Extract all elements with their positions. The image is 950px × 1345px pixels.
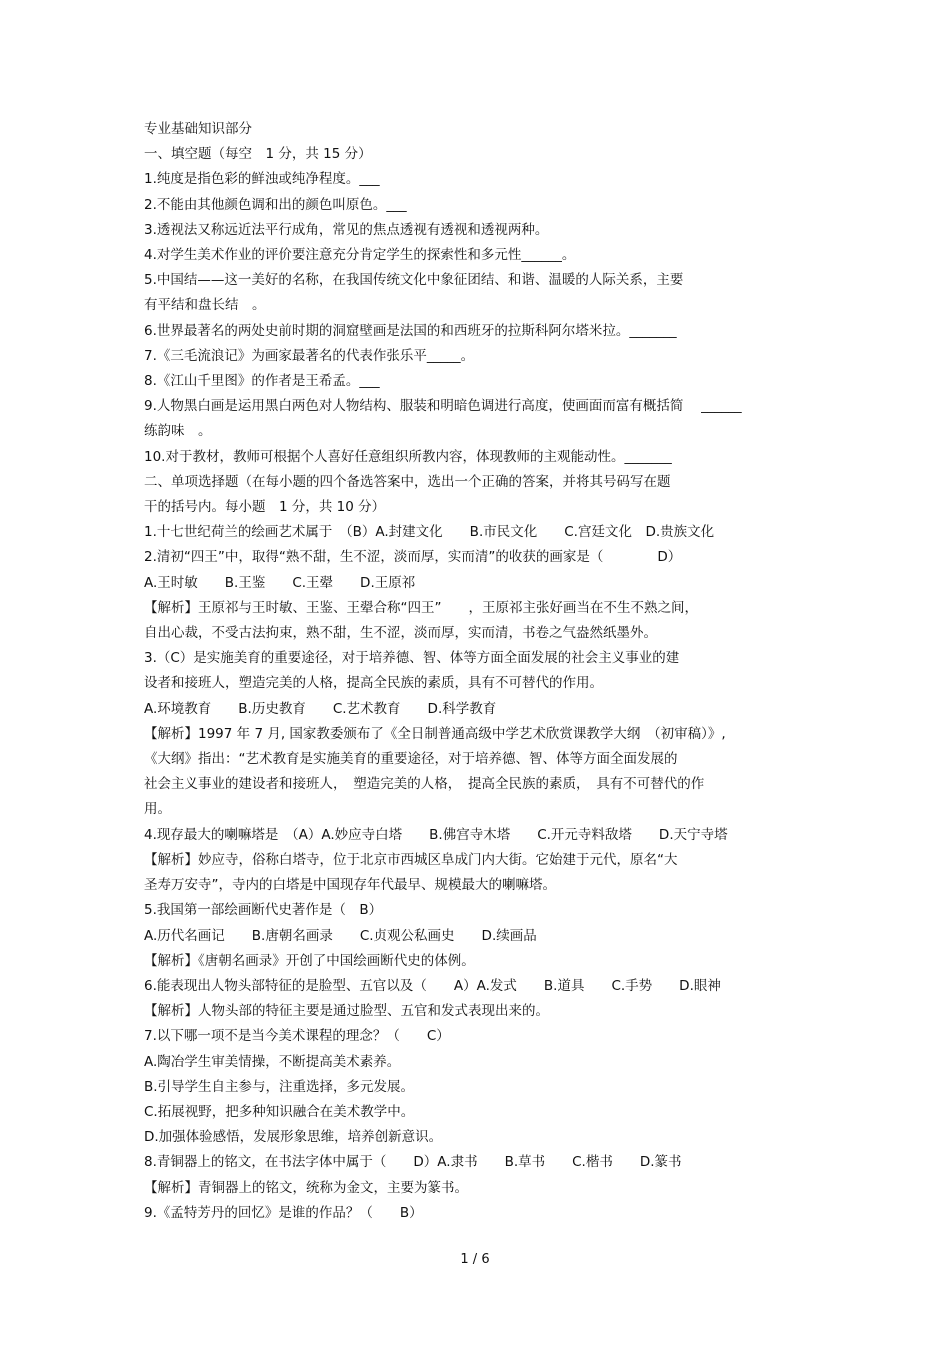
text-line: 2.清初“四王”中，取得“熟不甜，生不涩，淡而厚，实而清”的收获的画家是（ D） xyxy=(144,549,682,566)
text-line: 6.能表现出人物头部特征的是脸型、五官以及（ A）A.发式 B.道具 C.手势 D.眼神 xyxy=(144,977,721,994)
text-line: 3.（C）是实施美育的重要途径，对于培养德、智、体等方面全面发展的社会主义事业的建 xyxy=(144,650,680,667)
text-line: 一、填空题（每空 1 分，共 15 分） xyxy=(144,146,372,163)
text-line: 10.对于教材，教师可根据个人喜好任意组织所教内容，体现教师的主观能动性。_______ xyxy=(144,448,672,465)
text-line: 【解析】1997 年 7 月, 国家教委颁布了《全日制普通高级中学艺术欣赏课教学大纲 （初审稿）》, xyxy=(144,725,726,742)
text-line: 1.十七世纪荷兰的绘画艺术属于 （B）A.封建文化 B.市民文化 C.宫廷文化 D.贵族文化 xyxy=(144,524,715,541)
text-line: C.拓展视野，把多种知识融合在美术教学中。 xyxy=(144,1103,415,1120)
text-line: A.环境教育 B.历史教育 C.艺术教育 D.科学教育 xyxy=(144,700,497,717)
text-line: 练韵味 。 xyxy=(144,423,212,440)
text-line: 干的括号内。每小题 1 分，共 10 分） xyxy=(144,499,386,516)
text-line: 【解析】《唐朝名画录》开创了中国绘画断代史的体例。 xyxy=(144,952,475,969)
section-heading: 专业基础知识部分 xyxy=(144,121,252,137)
text-line: 二、单项选择题（在每小题的四个备选答案中，选出一个正确的答案，并将其号码写在题 xyxy=(144,473,671,490)
text-line: 9.《孟特芳丹的回忆》是谁的作品？（ B） xyxy=(144,1204,423,1221)
text-line: 用。 xyxy=(144,801,171,818)
text-line: 4.现存最大的喇嘛塔是 （A）A.妙应寺白塔 B.佛宫寺木塔 C.开元寺料敌塔 D.天宁寺塔 xyxy=(144,826,728,843)
text-line: 7.以下哪一项不是当今美术课程的理念？（ C） xyxy=(144,1028,450,1045)
text-line: 社会主义事业的建设者和接班人， 塑造完美的人格， 提高全民族的素质， 具有不可替代的作 xyxy=(144,776,705,793)
text-line: 5.我国第一部绘画断代史著作是（ B） xyxy=(144,902,383,919)
text-line: 自出心裁，不受古法拘束，熟不甜，生不涩，淡而厚，实而清，书卷之气盎然纸墨外。 xyxy=(144,625,657,642)
text-line: 8.《江山千里图》的作者是王希孟。___ xyxy=(144,373,380,390)
text-line: 【解析】妙应寺，俗称白塔寺，位于北京市西城区阜成门内大街。它始建于元代，原名“大 xyxy=(144,851,678,868)
text-line: D.加强体验感悟，发展形象思维，培养创新意识。 xyxy=(144,1129,443,1146)
text-line: A.王时敏 B.王鉴 C.王翚 D.王原祁 xyxy=(144,574,416,591)
page-number: 1 / 6 xyxy=(460,1252,490,1267)
text-line: 3.透视法又称远近法平行成角，常见的焦点透视有透视和透视两种。 xyxy=(144,221,549,238)
text-line: 【解析】人物头部的特征主要是通过脸型、五官和发式表现出来的。 xyxy=(144,1003,549,1020)
text-line: 2.不能由其他颜色调和出的颜色叫原色。___ xyxy=(144,196,407,213)
text-line: 【解析】王原祁与王时敏、王鉴、王翚合称“四王” ，王原祁主张好画当在不生不熟之间， xyxy=(144,599,698,616)
text-line: 《大纲》指出：“艺术教育是实施美育的重要途径，对于培养德、智、体等方面全面发展的 xyxy=(144,751,678,768)
text-line: A.历代名画记 B.唐朝名画录 C.贞观公私画史 D.续画品 xyxy=(144,927,537,944)
text-line: 6.世界最著名的两处史前时期的洞窟壁画是法国的和西班牙的拉斯科阿尔塔米拉。_______ xyxy=(144,322,677,339)
document-body xyxy=(144,117,814,1226)
text-line: 9.人物黑白画是运用黑白两色对人物结构、服装和明暗色调进行高度，使画面而富有概括简 ______ xyxy=(144,398,742,415)
text-line: 有平结和盘长结 。 xyxy=(144,297,266,314)
document-lines xyxy=(144,142,814,1226)
text-line: 设者和接班人，塑造完美的人格，提高全民族的素质，具有不可替代的作用。 xyxy=(144,675,603,692)
text-line: 5.中国结——这一美好的名称，在我国传统文化中象征团结、和谐、温暖的人际关系，主要 xyxy=(144,272,684,289)
text-line: 【解析】青铜器上的铭文，统称为金文，主要为篆书。 xyxy=(144,1179,468,1196)
text-line: 1.纯度是指色彩的鲜浊或纯净程度。___ xyxy=(144,171,380,188)
text-line: 8.青铜器上的铭文，在书法字体中属于（ D）A.隶书 B.草书 C.楷书 D.篆书 xyxy=(144,1154,682,1171)
text-line: A.陶冶学生审美情操，不断提高美术素养。 xyxy=(144,1053,401,1070)
text-line: B.引导学生自主参与，注重选择，多元发展。 xyxy=(144,1078,415,1095)
text-line: 4.对学生美术作业的评价要注意充分肯定学生的探索性和多元性______。 xyxy=(144,247,576,264)
text-line: 7.《三毛流浪记》为画家最著名的代表作张乐平_____。 xyxy=(144,347,475,364)
text-line: 圣寿万安寺”，寺内的白塔是中国现存年代最早、规模最大的喇嘛塔。 xyxy=(144,877,556,894)
